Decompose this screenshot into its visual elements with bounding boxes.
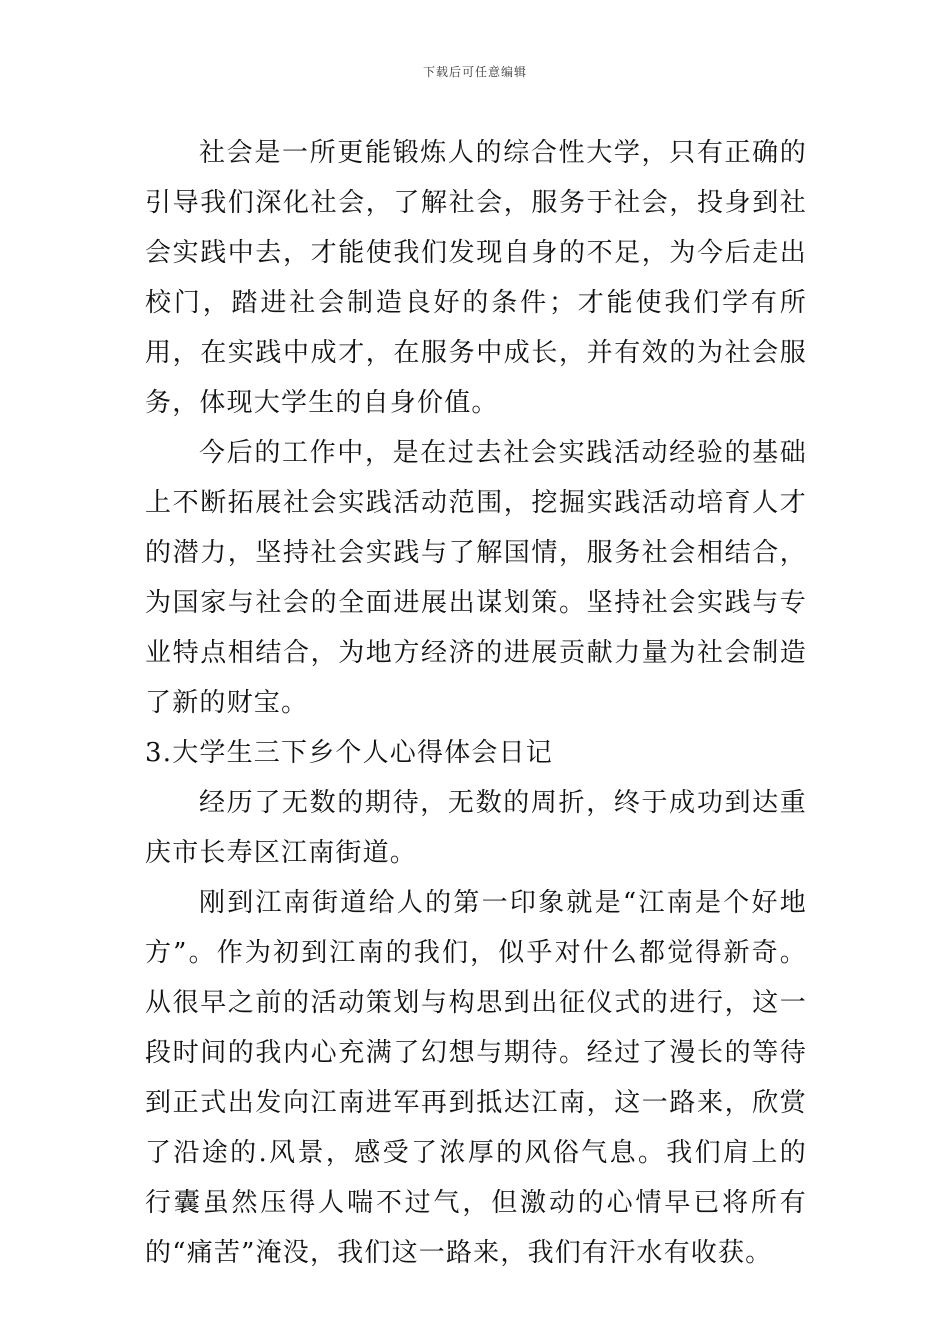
document-body (145, 128, 807, 1278)
paragraph-future-work: 今后的工作中，是在过去社会实践活动经验的基础上不断拓展社会实践活动范围，挖掘实践活动培育人才的潜力，坚持社会实践与了解国情，服务社会相结合，为国家与社会的全面进展出谋划策。坚持社会实践与专业特点相结合，为地方经济的进展贡献力量为社会制造了新的财宝。 (145, 438, 807, 718)
page-header-note: 下载后可任意编辑 (422, 65, 527, 79)
paragraph-first-impression: 刚到江南街道给人的第一印象就是“江南是个好地方”。作为初到江南的我们，似乎对什么都觉得新奇。从很早之前的活动策划与构思到出征仪式的进行，这一段时间的我内心充满了幻想与期待。经过了漫长的等待到正式出发向江南进军再到抵达江南，这一路来，欣赏了沿途的.风景，感受了浓厚的风俗气息。我们肩上的行囊虽然压得人喘不过气，但激动的心情早已将所有的“痛苦”淹没，我们这一路来，我们有汗水有收获。 (145, 888, 807, 1268)
section-heading: 3.大学生三下乡个人心得体会日记 (145, 738, 554, 768)
paragraph-social-university: 社会是一所更能锻炼人的综合性大学，只有正确的引导我们深化社会，了解社会，服务于社会，投身到社会实践中去，才能使我们发现自身的不足，为今后走出校门，踏进社会制造良好的条件；才能使我们学有所用，在实践中成才，在服务中成长，并有效的为社会服务，体现大学生的自身价值。 (145, 138, 807, 418)
paragraph-arrival: 经历了无数的期待，无数的周折，终于成功到达重庆市长寿区江南街道。 (145, 788, 807, 868)
